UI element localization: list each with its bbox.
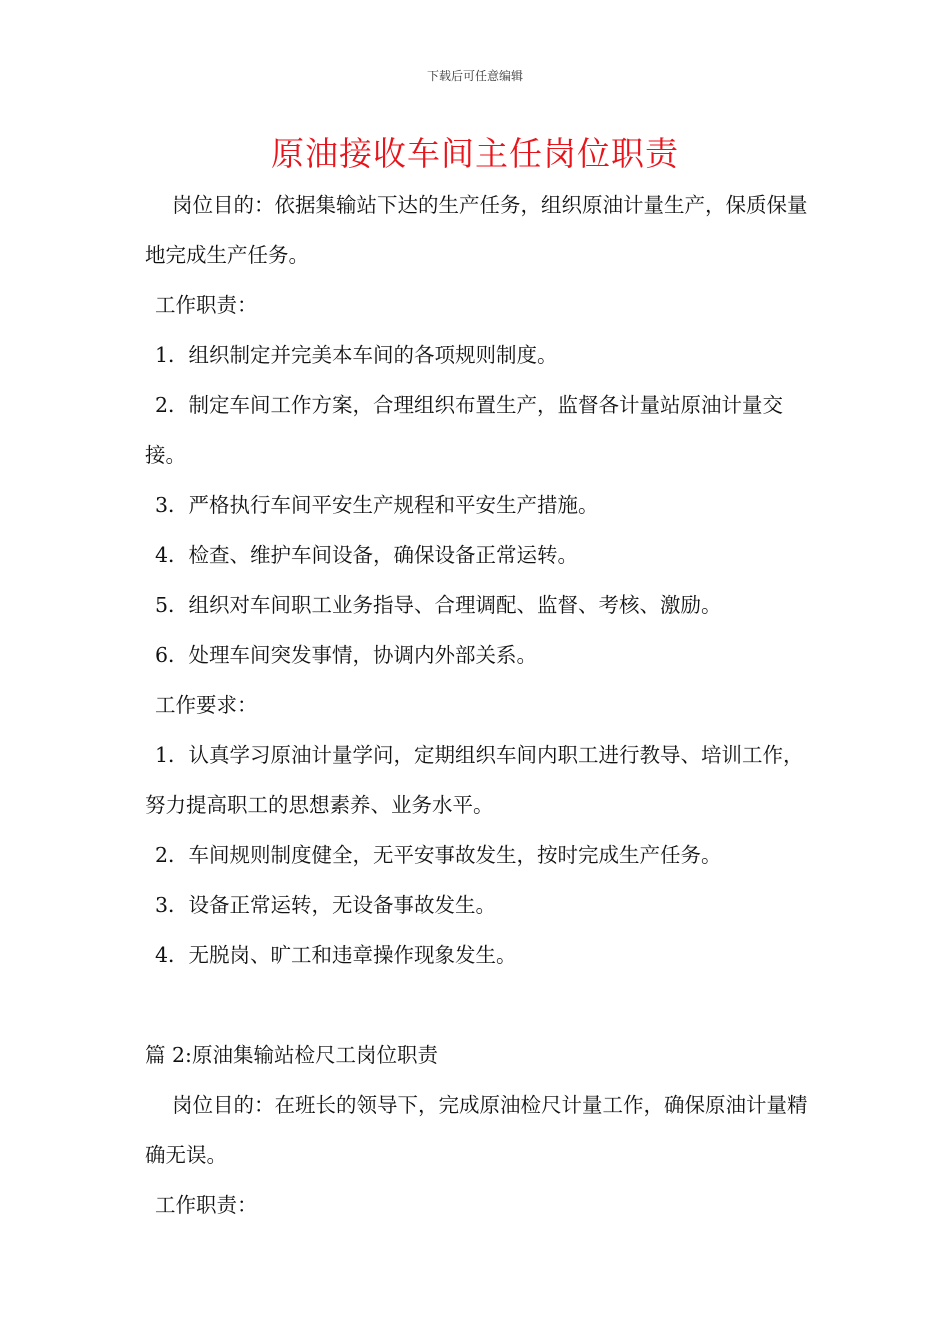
section-heading-requirements: 工作要求： <box>155 693 258 717</box>
duty-item-6: 6．处理车间突发事情，协调内外部关系。 <box>155 643 538 667</box>
duty-item-4: 4．检查、维护车间设备，确保设备正常运转。 <box>155 543 579 567</box>
section-2-purpose-paragraph: 岗位目的：在班长的领导下，完成原油检尺计量工作，确保原油计量精确无误。 <box>145 1093 808 1167</box>
purpose-paragraph: 岗位目的：依据集输站下达的生产任务，组织原油计量生产，保质保量地完成生产任务。 <box>145 193 808 267</box>
section-2-heading: 篇 2:原油集输站检尺工岗位职责 <box>145 1043 438 1067</box>
duty-item-3: 3．严格执行车间平安生产规程和平安生产措施。 <box>155 493 599 517</box>
requirement-item-4: 4．无脱岗、旷工和违章操作现象发生。 <box>155 943 517 967</box>
document-title: 原油接收车间主任岗位职责 <box>271 134 679 173</box>
requirement-item-1: 1．认真学习原油计量学问，定期组织车间内职工进行教导、培训工作，努力提高职工的思想素养、业务水平。 <box>145 743 804 817</box>
document-body <box>145 180 810 1230</box>
duty-item-2: 2．制定车间工作方案，合理组织布置生产，监督各计量站原油计量交接。 <box>145 393 784 467</box>
duty-item-5: 5．组织对车间职工业务指导、合理调配、监督、考核、激励。 <box>155 593 722 617</box>
section-spacer <box>145 980 810 1030</box>
duty-item-1: 1．组织制定并完美本车间的各项规则制度。 <box>155 343 558 367</box>
requirement-item-3: 3．设备正常运转，无设备事故发生。 <box>155 893 497 917</box>
section-heading-duties: 工作职责： <box>155 293 258 317</box>
section-2-duties-heading: 工作职责： <box>155 1193 258 1217</box>
header-note: 下载后可任意编辑 <box>426 69 523 83</box>
requirement-item-2: 2．车间规则制度健全，无平安事故发生，按时完成生产任务。 <box>155 843 722 867</box>
